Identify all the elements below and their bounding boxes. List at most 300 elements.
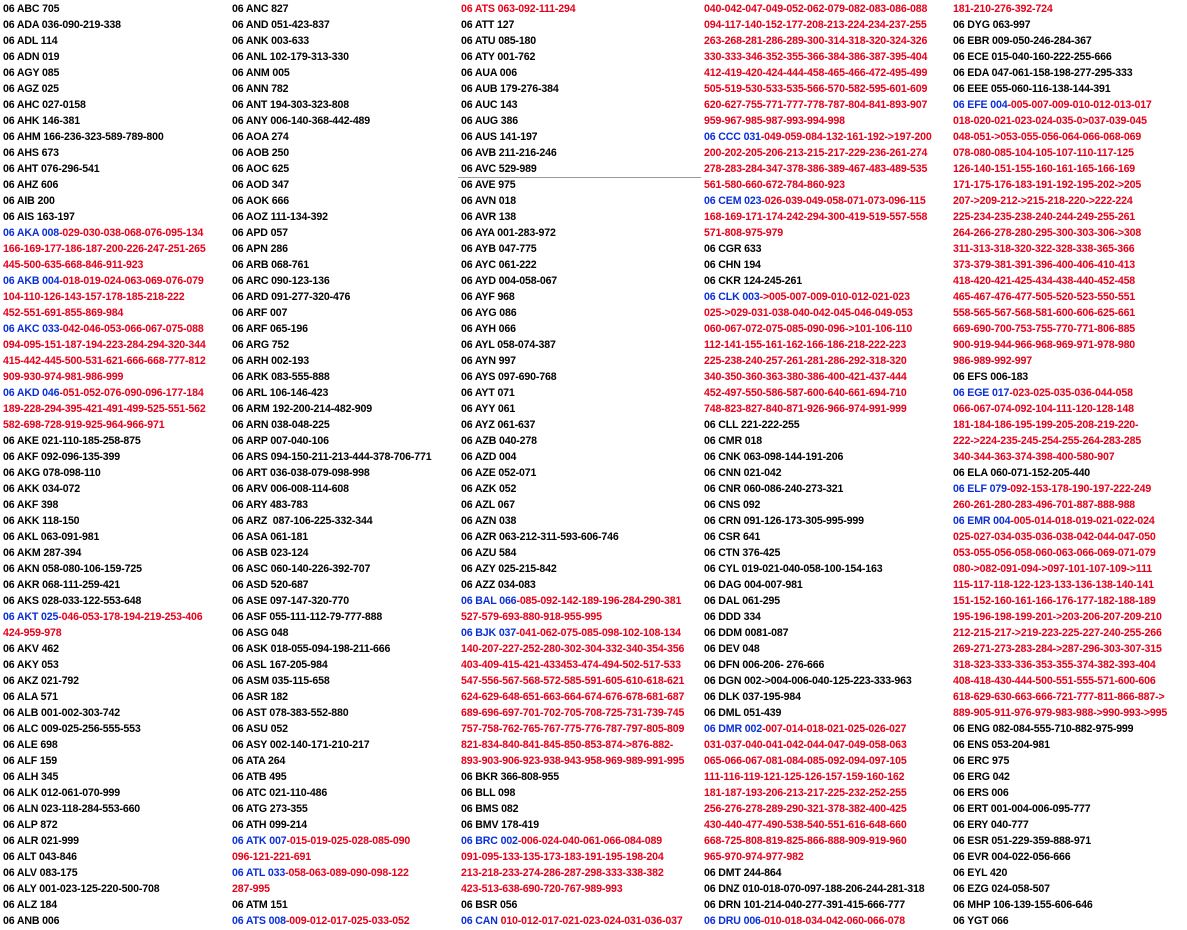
plate-entry-line — [461, 513, 701, 529]
plate-entry-line — [461, 113, 701, 129]
plate-entry-line — [232, 465, 458, 481]
plate-entry-line — [232, 273, 458, 289]
plate-entry-line — [3, 481, 229, 497]
plate-entry-text: 06 AOD 347 — [232, 179, 289, 191]
plate-entry-line — [461, 593, 701, 609]
plate-entry-line — [953, 1, 1187, 17]
plate-entry-line — [3, 737, 229, 753]
plate-entry-line — [953, 593, 1187, 609]
plate-entry-line — [232, 81, 458, 97]
plate-number-range: 527-579-693-880-918-955-995 — [461, 611, 602, 623]
plate-entry-line — [953, 193, 1187, 209]
plate-entry-line — [3, 721, 229, 737]
plate-prefix: 06 AKT 025 — [3, 611, 59, 623]
plate-entry-text: 06 ECE 015-040-160-222-255-666 — [953, 51, 1112, 63]
plate-entry-line — [461, 257, 701, 273]
plate-number-range: 465-467-476-477-505-520-523-550-551 — [953, 291, 1136, 303]
plate-entry-line — [704, 161, 950, 177]
plate-entry-text: 06 AYY 061 — [461, 403, 516, 415]
plate-entry-text: 06 ALP 872 — [3, 819, 58, 831]
plate-entry-line — [3, 129, 229, 145]
plate-number-range: -018-019-024-063-069-076-079 — [59, 275, 204, 287]
plate-entry-line — [704, 209, 950, 225]
plate-prefix: 06 BAL 066 — [461, 595, 517, 607]
plate-entry-line — [704, 785, 950, 801]
plate-entry-line — [704, 737, 950, 753]
plate-entry-line — [232, 129, 458, 145]
plate-entry-line — [704, 545, 950, 561]
plate-entry-line — [704, 241, 950, 257]
plate-entry-text: 06 ASK 018-055-094-198-211-666 — [232, 643, 391, 655]
plate-entry-text: 06 AYA 001-283-972 — [461, 227, 556, 239]
plate-entry-line — [232, 561, 458, 577]
plate-entry-text: 06 AVE 975 — [461, 179, 516, 191]
plate-entry-text: 06 ASU 052 — [232, 723, 288, 735]
plate-entry-line — [232, 337, 458, 353]
plate-entry-line — [232, 801, 458, 817]
plate-entry-line — [3, 657, 229, 673]
plate-entry-line — [461, 833, 701, 849]
plate-entry-line — [3, 401, 229, 417]
plate-entry-line — [704, 593, 950, 609]
plate-number-range: 195-196-198-199-201->203-206-207-209-210 — [953, 611, 1162, 623]
plate-number-range: 959-967-985-987-993-994-998 — [704, 115, 845, 127]
plate-number-range: 986-989-992-997 — [953, 355, 1033, 367]
plate-entry-line — [461, 753, 701, 769]
plate-entry-text: 06 ARF 007 — [232, 307, 288, 319]
plate-entry-line — [953, 225, 1187, 241]
plate-entry-line — [953, 833, 1187, 849]
plate-entry-line — [232, 65, 458, 81]
plate-entry-text: 06 ARH 002-193 — [232, 355, 310, 367]
plate-entry-line — [3, 225, 229, 241]
plate-entry-line — [461, 737, 701, 753]
plate-entry-line — [704, 833, 950, 849]
plate-number-range: 424-959-978 — [3, 627, 62, 639]
plate-entry-line — [704, 817, 950, 833]
plate-entry-line — [232, 33, 458, 49]
plate-entry-text: 06 AVR 138 — [461, 211, 517, 223]
plate-entry-line — [461, 385, 701, 401]
plate-number-range: 094-117-140-152-177-208-213-224-234-237-255 — [704, 19, 927, 31]
plate-entry-line — [953, 673, 1187, 689]
plate-number-range: 748-823-827-840-871-926-966-974-991-999 — [704, 403, 907, 415]
plate-entry-text: 06 AKK 118-150 — [3, 515, 80, 527]
plate-entry-text: 06 ARD 091-277-320-476 — [232, 291, 351, 303]
plate-entry-text: 06 AKV 462 — [3, 643, 59, 655]
plate-entry-text: 06 ADL 114 — [3, 35, 58, 47]
plate-entry-line — [953, 721, 1187, 737]
plate-entry-line — [953, 769, 1187, 785]
plate-entry-line — [3, 305, 229, 321]
plate-entry-text: 06 ANK 003-633 — [232, 35, 310, 47]
plate-entry-text: 06 ARV 006-008-114-608 — [232, 483, 349, 495]
plate-entry-text: 06 AZE 052-071 — [461, 467, 537, 479]
plate-entry-text: 06 ALN 023-118-284-553-660 — [3, 803, 141, 815]
plate-entry-text: 06 ENS 053-204-981 — [953, 739, 1050, 751]
plate-entry-line — [3, 241, 229, 257]
plate-entry-line — [3, 161, 229, 177]
plate-entry-text: 06 AUA 006 — [461, 67, 518, 79]
plate-entry-text: 06 AHM 166-236-323-589-789-800 — [3, 131, 164, 143]
plate-entry-line — [232, 689, 458, 705]
plate-number-range: 909-930-974-981-986-999 — [3, 371, 124, 383]
plate-number-range: -046-053-178-194-219-253-406 — [58, 611, 203, 623]
plate-entry-line — [461, 177, 701, 193]
plate-entry-line — [232, 625, 458, 641]
plate-entry-line — [704, 721, 950, 737]
plate-prefix: 06 ATK 007 — [232, 835, 287, 847]
plate-entry-line — [461, 449, 701, 465]
plate-prefix: 06 DRU 006 — [704, 915, 761, 927]
row-divider-line — [458, 177, 701, 178]
plate-number-range: 104-110-126-143-157-178-185-218-222 — [3, 291, 185, 303]
plate-entry-line — [953, 145, 1187, 161]
plate-entry-line — [953, 161, 1187, 177]
plate-number-range: 408-418-430-444-500-551-555-571-600-606 — [953, 675, 1156, 687]
plate-entry-text: 06 AGY 085 — [3, 67, 60, 79]
plate-entry-line — [232, 401, 458, 417]
plate-entry-line — [704, 225, 950, 241]
plate-entry-line — [461, 81, 701, 97]
plate-entry-line — [953, 433, 1187, 449]
plate-entry-line — [232, 49, 458, 65]
plate-entry-line — [461, 305, 701, 321]
plate-entry-text: 06 DLK 037-195-984 — [704, 691, 801, 703]
plate-entry-line — [704, 49, 950, 65]
plate-entry-line — [3, 689, 229, 705]
plate-entry-line — [461, 65, 701, 81]
plate-entry-text: 06 AVN 018 — [461, 195, 517, 207]
plate-entry-text: 06 ANY 006-140-368-442-489 — [232, 115, 371, 127]
plate-entry-line — [3, 673, 229, 689]
plate-entry-line — [232, 257, 458, 273]
plate-number-range: -010-018-034-042-060-066-078 — [760, 915, 906, 927]
plate-number-range: 025->029-031-038-040-042-045-046-049-053 — [704, 307, 913, 319]
plate-entry-line — [704, 129, 950, 145]
plate-entry-line — [953, 369, 1187, 385]
plate-entry-line — [704, 81, 950, 97]
plate-entry-line — [3, 625, 229, 641]
plate-entry-line — [3, 33, 229, 49]
plate-entry-line — [704, 801, 950, 817]
plate-entry-line — [3, 513, 229, 529]
plate-number-range: 430-440-477-490-538-540-551-616-648-660 — [704, 819, 907, 831]
plate-entry-text: 06 EZG 024-058-507 — [953, 883, 1050, 895]
plate-entry-line — [461, 1, 701, 17]
plate-entry-line — [232, 753, 458, 769]
plate-entry-text: 06 ANM 005 — [232, 67, 290, 79]
plate-number-range: ->005-007-009-010-012-021-023 — [759, 291, 910, 303]
plate-number-range: 053-055-056-058-060-063-066-069-071-079 — [953, 547, 1156, 559]
plate-number-range: 168-169-171-174-242-294-300-419-519-557-558 — [704, 211, 928, 223]
plate-number-range: 040-042-047-049-052-062-079-082-083-086-088 — [704, 3, 928, 15]
plate-entry-line — [461, 865, 701, 881]
plate-entry-text: 06 CNN 021-042 — [704, 467, 782, 479]
plate-entry-text: 06 ALR 021-999 — [3, 835, 79, 847]
plate-number-range: 031-037-040-041-042-044-047-049-058-063 — [704, 739, 907, 751]
plate-entry-line — [3, 193, 229, 209]
plate-entry-text: 06 AYN 997 — [461, 355, 516, 367]
plate-entry-line — [704, 273, 950, 289]
plate-entry-text: 06 DFN 006-206- 276-666 — [704, 659, 825, 671]
plate-number-range: 065-066-067-081-084-085-092-094-097-105 — [704, 755, 907, 767]
plate-number-range: 080->082-091-094->097-101-107-109->111 — [953, 563, 1152, 575]
plate-entry-line — [461, 417, 701, 433]
plate-entry-text: 06 ATH 099-214 — [232, 819, 308, 831]
plate-entry-line — [953, 353, 1187, 369]
plate-entry-line — [953, 657, 1187, 673]
plate-entry-text: 06 AUS 141-197 — [461, 131, 538, 143]
plate-entry-text: 06 CNK 063-098-144-191-206 — [704, 451, 844, 463]
plate-entry-line — [232, 513, 458, 529]
plate-entry-line — [704, 913, 950, 929]
plate-number-range: 025-027-034-035-036-038-042-044-047-050 — [953, 531, 1156, 543]
plate-entry-text: 06 ASL 167-205-984 — [232, 659, 328, 671]
plate-entry-text: 06 ARS 094-150-211-213-444-378-706-771 — [232, 451, 432, 463]
plate-entry-text: 06 CNR 060-086-240-273-321 — [704, 483, 844, 495]
plate-entry-line — [232, 545, 458, 561]
plate-entry-line — [461, 705, 701, 721]
plate-entry-line — [461, 225, 701, 241]
plate-entry-line — [953, 273, 1187, 289]
plate-entry-line — [3, 1, 229, 17]
plate-entry-line — [232, 97, 458, 113]
plate-entry-line — [232, 593, 458, 609]
plate-entry-line — [232, 673, 458, 689]
plate-entry-text: 06 AYS 097-690-768 — [461, 371, 557, 383]
plate-entry-line — [953, 113, 1187, 129]
plate-entry-line — [232, 657, 458, 673]
plate-entry-line — [704, 657, 950, 673]
plate-number-range: 821-834-840-841-845-850-853-874->876-882- — [461, 739, 674, 751]
plate-entry-line — [232, 641, 458, 657]
plate-number-range: 060-067-072-075-085-090-096->101-106-110 — [704, 323, 913, 335]
plate-entry-text: 06 ERY 040-777 — [953, 819, 1029, 831]
plate-entry-line — [3, 369, 229, 385]
plate-entry-text: 06 CGR 633 — [704, 243, 762, 255]
plate-number-range: 018-020-021-023-024-035-0>037-039-045 — [953, 115, 1147, 127]
plate-entry-text: 06 CMR 018 — [704, 435, 762, 447]
plate-number-range: 624-629-648-651-663-664-674-676-678-681-687 — [461, 691, 685, 703]
plate-entry-line — [704, 257, 950, 273]
plate-number-range: 181-184-186-195-199-205-208-219-220- — [953, 419, 1139, 431]
plate-entry-text: 06 AKZ 021-792 — [3, 675, 79, 687]
plate-number-range: 561-580-660-672-784-860-923 — [704, 179, 845, 191]
plate-number-range: 418-420-421-425-434-438-440-452-458 — [953, 275, 1136, 287]
plate-entry-line — [232, 849, 458, 865]
plate-number-range: 889-905-911-976-979-983-988->990-993->995 — [953, 707, 1168, 719]
plate-entry-line — [461, 129, 701, 145]
plate-entry-line — [953, 97, 1187, 113]
plate-number-range: 094-095-151-187-194-223-284-294-320-344 — [3, 339, 206, 351]
plate-entry-line — [232, 321, 458, 337]
plate-entry-text: 06 ATB 495 — [232, 771, 287, 783]
plate-number-range: 373-379-381-391-396-400-406-410-413 — [953, 259, 1136, 271]
plate-number-range: 278-283-284-347-378-386-389-467-483-489-535 — [704, 163, 928, 175]
plate-entry-line — [461, 689, 701, 705]
plate-entry-line — [953, 417, 1187, 433]
plate-entry-line — [461, 817, 701, 833]
plate-number-range: -009-012-017-025-033-052 — [285, 915, 410, 927]
plate-entry-text: 06 ALE 698 — [3, 739, 58, 751]
plate-number-range: 893-903-906-923-938-943-958-969-989-991-995 — [461, 755, 685, 767]
plate-entry-text: 06 ALF 159 — [3, 755, 58, 767]
plate-number-range: 171-175-176-183-191-192-195-202->205 — [953, 179, 1142, 191]
plate-entry-text: 06 AYG 086 — [461, 307, 517, 319]
plate-entry-text: 06 ATM 151 — [232, 899, 288, 911]
plate-entry-text: 06 MHP 106-139-155-606-646 — [953, 899, 1093, 911]
plate-entry-text: 06 ERT 001-004-006-095-777 — [953, 803, 1091, 815]
plate-number-range: 256-276-278-289-290-321-378-382-400-425 — [704, 803, 907, 815]
plate-number-range: 965-970-974-977-982 — [704, 851, 804, 863]
plate-entry-line — [704, 465, 950, 481]
plate-prefix: 06 AKB 004 — [3, 275, 60, 287]
plate-entry-line — [3, 177, 229, 193]
plate-entry-text: 06 DDD 334 — [704, 611, 761, 623]
plate-entry-line — [232, 369, 458, 385]
plate-entry-line — [704, 305, 950, 321]
plate-entry-text: 06 AYH 066 — [461, 323, 516, 335]
plate-entry-line — [704, 705, 950, 721]
plate-entry-line — [953, 337, 1187, 353]
plate-entry-text: 06 DYG 063-997 — [953, 19, 1031, 31]
plate-entry-line — [953, 305, 1187, 321]
plate-entry-line — [461, 161, 701, 177]
plate-entry-text: 06 ARY 483-783 — [232, 499, 308, 511]
plate-entry-line — [3, 769, 229, 785]
plate-entry-text: 06 ANB 006 — [3, 915, 60, 927]
plate-entry-text: 06 ARF 065-196 — [232, 323, 308, 335]
plate-entry-text: 06 AKG 078-098-110 — [3, 467, 101, 479]
plate-entry-text: 06 DAL 061-295 — [704, 595, 781, 607]
plate-entry-text: 06 AKE 021-110-185-258-875 — [3, 435, 141, 447]
plate-number-range: -041-062-075-085-098-102-108-134 — [516, 627, 681, 639]
plate-number-range: 078-080-085-104-105-107-110-117-125 — [953, 147, 1134, 159]
plate-entry-text: 06 ATA 264 — [232, 755, 286, 767]
plate-prefix: 06 BRC 002 — [461, 835, 518, 847]
plate-entry-text: 06 ASM 035-115-658 — [232, 675, 330, 687]
plate-entry-text: 06 BLL 098 — [461, 787, 516, 799]
plate-entry-text: 06 AHK 146-381 — [3, 115, 81, 127]
plate-entry-text: 06 ATG 273-355 — [232, 803, 308, 815]
plate-entry-line — [461, 881, 701, 897]
plate-entry-text: 06 AKR 068-111-259-421 — [3, 579, 121, 591]
plate-entry-line — [232, 481, 458, 497]
plate-number-range: -005-014-018-019-021-022-024 — [1010, 515, 1155, 527]
plate-entry-line — [3, 49, 229, 65]
plate-entry-text: 06 AYC 061-222 — [461, 259, 537, 271]
plate-entry-text: 06 ALC 009-025-256-555-553 — [3, 723, 141, 735]
plate-number-range: 669-690-700-753-755-770-771-806-885 — [953, 323, 1136, 335]
plate-entry-text: 06 BSR 056 — [461, 899, 518, 911]
plate-entry-line — [461, 849, 701, 865]
plate-entry-text: 06 ATT 127 — [461, 19, 515, 31]
plate-number-range: 207->209-212->215-218-220->222-224 — [953, 195, 1133, 207]
plate-entry-text: 06 AUC 143 — [461, 99, 518, 111]
plate-entry-line — [953, 497, 1187, 513]
plate-number-range: 151-152-160-161-166-176-177-182-188-189 — [953, 595, 1156, 607]
plate-entry-line — [3, 145, 229, 161]
plate-entry-text: 06 ARL 106-146-423 — [232, 387, 329, 399]
plate-entry-line — [3, 273, 229, 289]
plate-entry-line — [704, 577, 950, 593]
plate-entry-line — [3, 81, 229, 97]
plate-entry-line — [461, 625, 701, 641]
plate-entry-text: 06 ALT 043-846 — [3, 851, 77, 863]
plate-entry-text: 06 AKS 028-033-122-553-648 — [3, 595, 142, 607]
plate-number-range: 263-268-281-286-289-300-314-318-320-324-326 — [704, 35, 928, 47]
plate-number-range: 452-497-550-586-587-600-640-661-694-710 — [704, 387, 907, 399]
plate-entry-text: 06 AVB 211-216-246 — [461, 147, 557, 159]
plate-prefix: 06 AKC 033 — [3, 323, 60, 335]
plate-entry-text: 06 DRN 101-214-040-277-391-415-666-777 — [704, 899, 906, 911]
plate-entry-line — [704, 897, 950, 913]
plate-entry-line — [232, 721, 458, 737]
plate-number-range: 048-051->053-055-056-064-066-068-069 — [953, 131, 1142, 143]
plate-prefix: 06 AKA 008 — [3, 227, 60, 239]
plate-entry-line — [704, 353, 950, 369]
plate-entry-text: 06 AZR 063-212-311-593-606-746 — [461, 531, 619, 543]
plate-entry-line — [953, 753, 1187, 769]
plate-number-range: 445-500-635-668-846-911-923 — [3, 259, 144, 271]
plate-entry-text: 06 EVR 004-022-056-666 — [953, 851, 1071, 863]
plate-prefix: 06 DMR 002 — [704, 723, 762, 735]
plate-number-range: 200-202-205-206-213-215-217-229-236-261-274 — [704, 147, 928, 159]
plate-entry-text: 06 YGT 066 — [953, 915, 1009, 927]
plate-number-range: -058-063-089-090-098-122 — [285, 867, 409, 879]
plate-entry-line — [953, 481, 1187, 497]
plate-number-range: -092-153-178-190-197-222-249 — [1006, 483, 1152, 495]
plate-entry-line — [232, 193, 458, 209]
plate-entry-line — [461, 209, 701, 225]
plate-entry-text: 06 EDA 047-061-158-198-277-295-333 — [953, 67, 1133, 79]
plate-prefix: 06 AKD 046 — [3, 387, 60, 399]
plate-entry-text: 06 ADA 036-090-219-338 — [3, 19, 121, 31]
plate-number-range: -085-092-142-189-196-284-290-381 — [516, 595, 682, 607]
plate-entry-line — [3, 705, 229, 721]
plate-number-range: 340-344-363-374-398-400-580-907 — [953, 451, 1115, 463]
plate-number-range: 225-234-235-238-240-244-249-255-261 — [953, 211, 1136, 223]
plate-number-range: -051-052-076-090-096-177-184 — [59, 387, 204, 399]
plate-entry-line — [953, 801, 1187, 817]
plate-entry-text: 06 AOZ 111-134-392 — [232, 211, 328, 223]
plate-entry-line — [3, 385, 229, 401]
plate-entry-text: 06 ALK 012-061-070-999 — [3, 787, 121, 799]
plate-entry-line — [953, 785, 1187, 801]
plate-entry-line — [3, 753, 229, 769]
plate-entry-text: 06 AKK 034-072 — [3, 483, 81, 495]
plate-entry-text: 06 ANL 102-179-313-330 — [232, 51, 349, 63]
plate-number-range: -042-046-053-066-067-075-088 — [59, 323, 204, 335]
plate-entry-line — [3, 833, 229, 849]
plate-entry-text: 06 AOC 625 — [232, 163, 289, 175]
plate-entry-line — [3, 881, 229, 897]
plate-entry-line — [232, 289, 458, 305]
plate-entry-text: 06 ERC 975 — [953, 755, 1010, 767]
plate-entry-line — [953, 129, 1187, 145]
plate-entry-line — [953, 385, 1187, 401]
plate-entry-line — [953, 465, 1187, 481]
plate-number-range: 066-067-074-092-104-111-120-128-148 — [953, 403, 1134, 415]
plate-entry-line — [704, 497, 950, 513]
plate-entry-text: 06 ARK 083-555-888 — [232, 371, 330, 383]
plate-entry-line — [461, 913, 701, 929]
plate-number-range: 140-207-227-252-280-302-304-332-340-354-356 — [461, 643, 685, 655]
plate-entry-line — [953, 817, 1187, 833]
plate-number-range: 213-218-233-274-286-287-298-333-338-382 — [461, 867, 664, 879]
plate-entry-text: 06 AGZ 025 — [3, 83, 59, 95]
